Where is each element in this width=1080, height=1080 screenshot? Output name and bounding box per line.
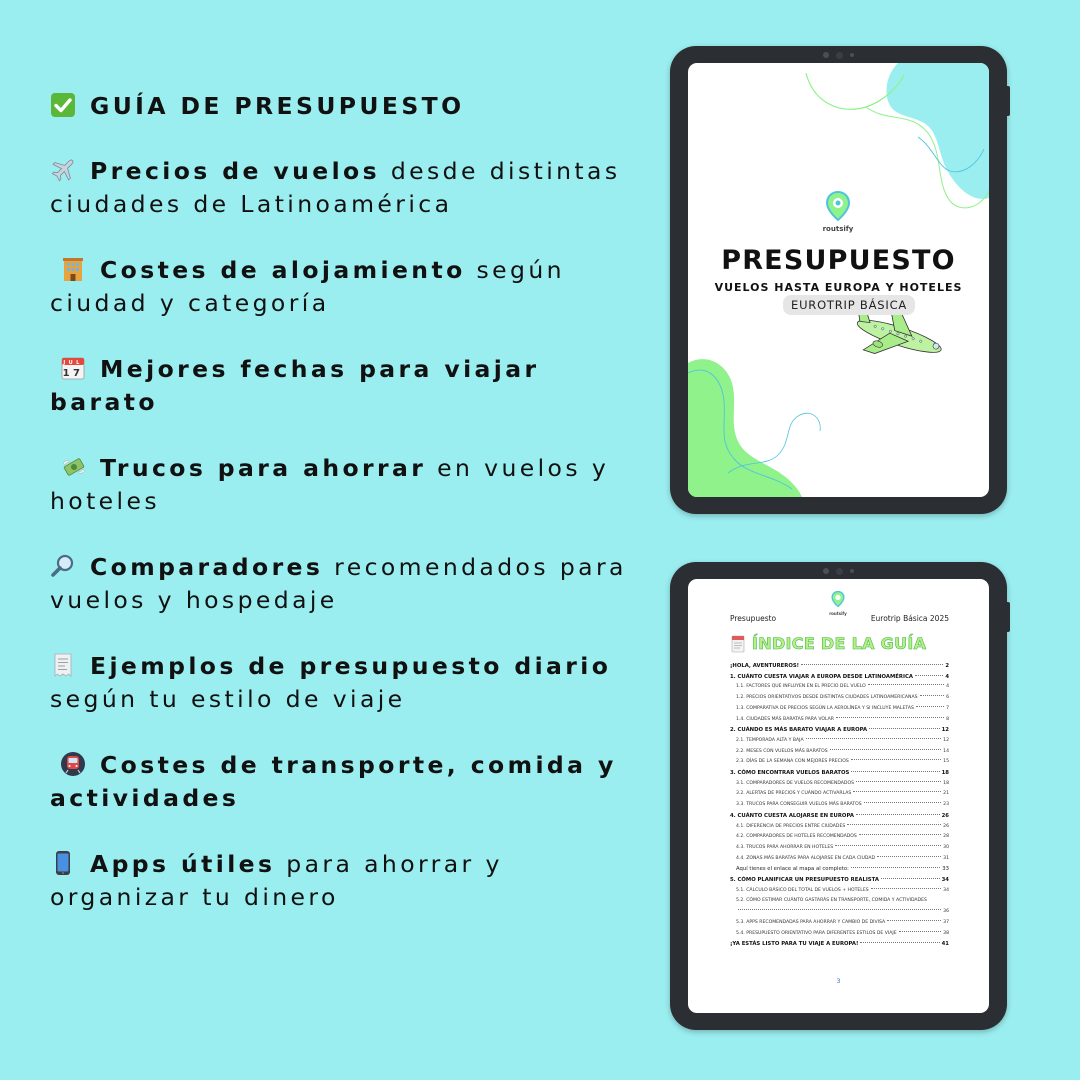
toc-leader-dots: [851, 759, 941, 760]
tablet-side-button: [1007, 86, 1010, 116]
tablet-camera: [823, 568, 855, 574]
toc-entry-page: 23: [943, 802, 949, 808]
toc-leader-dots: [864, 802, 941, 803]
toc-entry-page: 34: [941, 877, 949, 884]
toc-entry-text: 1.1. FACTORES QUE INFLUYEN EN EL PRECIO DEL VUELO: [736, 684, 866, 690]
toc-entry[interactable]: [730, 693, 949, 704]
toc-entry[interactable]: [730, 747, 949, 758]
toc-section[interactable]: [730, 768, 949, 779]
toc-leader-dots: [859, 834, 941, 835]
tablet-index-preview: [670, 562, 1007, 1030]
money-wings-icon: [60, 454, 90, 482]
toc-entry[interactable]: [730, 779, 949, 790]
toc-section[interactable]: [730, 725, 949, 736]
toc-entry[interactable]: [730, 789, 949, 800]
cover-title: PRESUPUESTO: [721, 245, 956, 276]
feature-transport-costs: Costes de transporte, comida y actividades: [50, 751, 617, 812]
toc-entry-page: 4: [946, 684, 949, 690]
toc-entry[interactable]: [730, 715, 949, 726]
toc-entry[interactable]: [730, 854, 949, 865]
toc-leader-dots: [851, 867, 940, 868]
toc-section[interactable]: [730, 939, 949, 950]
toc-leader-dots: [915, 675, 943, 676]
toc-entry-text: 1.2. PRECIOS ORIENTATIVOS DESDE DISTINTAS CIUDADES LATINOAMERICANAS: [736, 695, 918, 701]
tablet-cover-preview: [670, 46, 1007, 514]
toc-entry-page: 33: [942, 866, 949, 873]
toc-entry-page: 2: [945, 663, 949, 669]
toc-entry-page: 15: [943, 759, 949, 765]
page-number: 3: [836, 977, 841, 985]
toc-section[interactable]: [730, 811, 949, 822]
toc-leader-dots: [869, 728, 940, 729]
index-header-left: Presupuesto: [730, 614, 777, 623]
feature-budget-guide: [50, 90, 630, 123]
toc-leader-dots: [899, 931, 941, 932]
toc-entry-page: 21: [943, 791, 949, 797]
toc-entry-text: 3.3. TRUCOS PARA CONSEGUIR VUELOS MÁS BARATOS: [736, 802, 862, 808]
cover-decoration: [688, 63, 989, 497]
svg-text:17: 17: [62, 368, 84, 379]
toc-entry-page: 37: [943, 919, 949, 925]
toc-entry-text: 2.1. TEMPORADA ALTA Y BAJA: [736, 737, 804, 743]
toc-entry-text: 4.4. ZONAS MÁS BARATAS PARA ALOJARSE EN CADA CIUDAD: [736, 855, 876, 861]
magnifier-icon: [50, 553, 80, 581]
mobile-phone-icon: [50, 850, 80, 878]
cover-subtitle: VUELOS HASTA EUROPA Y HOTELES: [714, 281, 963, 294]
toc-entry-text: 4.3. TRUCOS PARA AHORRAR EN HOTELES: [736, 844, 834, 850]
toc-entry[interactable]: [730, 918, 949, 929]
toc-entry-page: 18: [941, 770, 949, 777]
metro-icon: [60, 751, 90, 779]
toc-entry-text: 2. CUÁNDO ES MÁS BARATO VIAJAR A EUROPA: [730, 727, 868, 734]
toc-entry[interactable]: [730, 864, 949, 875]
toc-entry-text: 3. CÓMO ENCONTRAR VUELOS BARATOS: [730, 770, 850, 777]
receipt-icon: [50, 652, 80, 680]
toc-entry[interactable]: [730, 704, 949, 715]
brand-logo: routsify: [818, 191, 858, 233]
toc-leader-dots: [920, 695, 945, 696]
toc-entry-text: 3.1. COMPARADORES DE VUELOS RECOMENDADOS: [736, 780, 854, 786]
toc-leader-dots: [887, 920, 941, 921]
toc-entry-text: 1. CUÁNTO CUESTA VIAJAR A EUROPA DESDE LATINOAMÉRICA: [730, 673, 913, 680]
toc-entry-text: Aquí tienes el enlace al mapa al completo:: [736, 866, 849, 873]
cover-badge: EUROTRIP BÁSICA: [783, 295, 915, 315]
toc-entry-page: 14: [943, 748, 949, 754]
toc-leader-dots: [871, 888, 941, 889]
toc-section[interactable]: [730, 672, 949, 683]
feature-useful-apps: Apps útiles para ahorrar y organizar tu dinero: [50, 850, 503, 911]
toc-leader-dots: [877, 856, 941, 857]
toc-entry-page: 30: [943, 844, 949, 850]
feature-best-dates: JUL 17 Mejores fechas para viajar barato: [50, 355, 540, 416]
toc-entry[interactable]: [730, 896, 949, 907]
toc-entry-page: 34: [943, 887, 949, 893]
toc-entry-text: 5. CÓMO PLANIFICAR UN PRESUPUESTO REALISTA: [730, 877, 879, 884]
toc-entry-text: ¡HOLA, AVENTUREROS!: [730, 663, 800, 669]
toc-entry-text: 5.4. PRESUPUESTO ORIENTATIVO PARA DIFERENTES ESTILOS DE VIAJE: [736, 930, 897, 936]
toc-entry-page: 12: [943, 737, 949, 743]
feature-saving-tricks: Trucos para ahorrar en vuelos y hoteles: [50, 454, 610, 515]
toc-entry-text: 2.3. DÍAS DE LA SEMANA CON MEJORES PRECIOS: [736, 759, 849, 765]
toc-leader-dots: [860, 942, 939, 943]
toc-leader-dots: [836, 717, 944, 718]
tablet-camera: [823, 52, 855, 58]
toc-entry[interactable]: [730, 843, 949, 854]
toc-entry-page: 38: [943, 930, 949, 936]
toc-leader-dots: [851, 771, 939, 772]
toc-entry-continuation: [730, 907, 949, 918]
toc-entry-page: 26: [941, 812, 949, 819]
index-brand-logo: routsify: [828, 591, 848, 616]
toc-entry-text: 4. CUÁNTO CUESTA ALOJARSE EN EUROPA: [730, 812, 854, 819]
map-pin-icon: [831, 591, 845, 607]
toc-entry-text: 5.3. APPS RECOMENDADAS PARA AHORRAR Y CAMBIO DE DIVISA: [736, 919, 886, 925]
toc-leader-dots: [853, 791, 941, 792]
toc-entry-page: 4: [945, 673, 949, 680]
toc-entry-page: 6: [946, 695, 949, 701]
toc-leader-dots: [835, 845, 941, 846]
toc-leader-dots: [806, 738, 942, 739]
toc-entry[interactable]: [730, 757, 949, 768]
toc-entry-page: 12: [941, 727, 949, 734]
toc-entry-page: 31: [943, 855, 949, 861]
tablet-side-button: [1007, 602, 1010, 632]
toc-entry-page: 36: [943, 909, 949, 915]
toc-leader-dots: [801, 664, 943, 665]
table-of-contents: [730, 661, 949, 950]
toc-entry-text: 5.2. CÓMO ESTIMAR CUÁNTO GASTARÁS EN TRANSPORTE, COMIDA Y ACTIVIDADES: [736, 898, 927, 904]
index-header-right: Eurotrip Básica 2025: [870, 614, 949, 623]
toc-entry-text: ¡YA ESTÁS LISTO PARA TU VIAJE A EUROPA!: [730, 941, 859, 948]
toc-leader-dots: [868, 684, 944, 685]
map-pin-icon: [825, 191, 851, 221]
toc-leader-dots: [856, 781, 941, 782]
toc-entry-page: 18: [943, 780, 949, 786]
check-box-icon: [50, 92, 80, 120]
toc-entry[interactable]: [730, 682, 949, 693]
toc-entry[interactable]: [730, 832, 949, 843]
toc-entry-page: 26: [943, 823, 949, 829]
toc-entry-text: 4.2. COMPARADORES DE HOTELES RECOMENDADOS: [736, 834, 857, 840]
toc-section[interactable]: [730, 875, 949, 886]
toc-entry-text: 4.1. DIFERENCIA DE PRECIOS ENTRE CIUDADES: [736, 823, 846, 829]
toc-entry[interactable]: [730, 886, 949, 897]
index-title: ÍNDICE DE LA GUÍA: [730, 634, 926, 653]
toc-leader-dots: [916, 706, 944, 707]
toc-entry[interactable]: [730, 800, 949, 811]
toc-entry-text: 1.3. COMPARATIVA DE PRECIOS SEGÚN LA AEROLÍNEA Y SI INCLUYE MALETAS: [736, 705, 914, 711]
toc-leader-dots: [881, 878, 940, 879]
hotel-icon: [60, 256, 90, 284]
toc-entry-text: 2.2. MESES CON VUELOS MÁS BARATOS: [736, 748, 828, 754]
feature-lodging-costs: Costes de alojamiento según ciudad y categoría: [50, 256, 565, 317]
feature-flight-prices: Precios de vuelos desde distintas ciudades de Latinoamérica: [50, 155, 630, 221]
toc-section[interactable]: [730, 661, 949, 672]
toc-entry[interactable]: [730, 929, 949, 940]
toc-entry-page: 28: [943, 834, 949, 840]
toc-entry[interactable]: [730, 736, 949, 747]
toc-entry-text: 5.1. CÁLCULO BÁSICO DEL TOTAL DE VUELOS + HOTELES: [736, 887, 869, 893]
cover-page: [688, 63, 989, 497]
toc-leader-dots: [830, 749, 941, 750]
toc-entry-page: 7: [946, 705, 949, 711]
toc-entry-text: 3.2. ALERTAS DE PRECIOS Y CUÁNDO ACTIVARLAS: [736, 791, 852, 797]
toc-entry[interactable]: [730, 822, 949, 833]
document-icon: [730, 635, 746, 653]
feature-title: GUÍA DE PRESUPUESTO: [90, 92, 465, 120]
svg-text:JUL: JUL: [63, 360, 83, 366]
feature-comparators: Comparadores recomendados para vuelos y hospedaje: [50, 553, 627, 614]
index-page: [688, 579, 989, 1013]
toc-leader-dots: [847, 824, 941, 825]
toc-entry-page: 41: [941, 941, 949, 948]
toc-entry-text: 1.4. CIUDADES MÁS BARATAS PARA VOLAR: [736, 716, 835, 722]
calendar-icon: [60, 355, 90, 383]
feature-list: [50, 90, 630, 947]
feature-daily-budget: Ejemplos de presupuesto diario según tu estilo de viaje: [50, 652, 612, 713]
toc-entry-page: 8: [946, 716, 949, 722]
airplane-icon: [50, 155, 80, 183]
toc-leader-dots: [856, 814, 940, 815]
